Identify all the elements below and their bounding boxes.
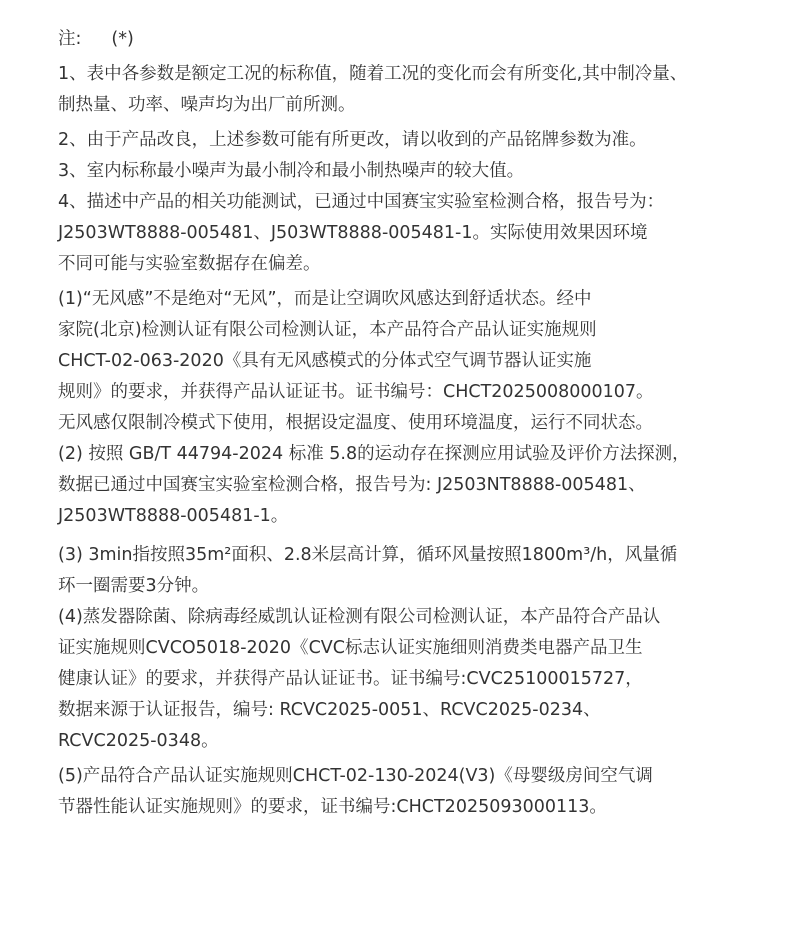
note-1-line-2: 制热量、功率、噪声均为出厂前所测。 (58, 95, 356, 115)
item-1-line-1: (1)“无风感”不是绝对“无风”，而是让空调吹风感达到舒适状态。经中 (58, 289, 592, 309)
note-3: 3、室内标称最小噪声为最小制冷和最小制热噪声的较大值。 (58, 161, 525, 181)
item-3-line-1: (3) 3min指按照35m²面积、2.8米层高计算，循环风量按照1800m³/h，风量循 (58, 545, 678, 565)
item-5-line-2: 节器性能认证实施规则》的要求，证书编号:CHCT2025093000113。 (58, 797, 607, 817)
note-2: 2、由于产品改良，上述参数可能有所更改，请以收到的产品铭牌参数为准。 (58, 130, 647, 150)
item-2-line-2: 数据已通过中国赛宝实验室检测合格，报告号为: J2503NT8888-005481、 (58, 475, 646, 495)
item-2-line-3: J2503WT8888-005481-1。 (58, 506, 289, 526)
item-4-line-4: 数据来源于认证报告，编号: RCVC2025-0051、RCVC2025-0234、 (58, 700, 601, 720)
item-4-line-5: RCVC2025-0348。 (58, 731, 219, 751)
note-header (58, 24, 772, 55)
note-label: 注: (58, 29, 82, 49)
note-4-line-3: 不同可能与实验室数据存在偏差。 (58, 254, 321, 274)
note-1-line-1: 1、表中各参数是额定工况的标称值，随着工况的变化而会有所变化,其中制冷量、 (58, 64, 688, 84)
note-4-line-2: J2503WT8888-005481、J503WT8888-005481-1。实际使用效果因环境 (58, 223, 648, 243)
note-mark: (*) (111, 29, 134, 49)
item-4-line-3: 健康认证》的要求，并获得产品认证证书。证书编号:CVC25100015727， (58, 669, 643, 689)
item-4-line-1: (4)蒸发器除菌、除病毒经威凯认证检测有限公司检测认证，本产品符合产品认 (58, 607, 661, 627)
item-3-line-2: 环一圈需要3分钟。 (58, 576, 210, 596)
item-1-line-5: 无风感仅限制冷模式下使用，根据设定温度、使用环境温度，运行不同状态。 (58, 413, 653, 433)
item-5-line-1: (5)产品符合产品认证实施规则CHCT-02-130-2024(V3)《母婴级房间空气调 (58, 766, 653, 786)
note-4-line-1: 4、描述中产品的相关功能测试，已通过中国赛宝实验室检测合格，报告号为： (58, 192, 665, 212)
item-1-line-3: CHCT-02-063-2020《具有无风感模式的分体式空气调节器认证实施 (58, 351, 592, 371)
item-1-line-4: 规则》的要求，并获得产品认证证书。证书编号：CHCT2025008000107。 (58, 382, 654, 402)
item-2-line-1: (2) 按照 GB/T 44794-2024 标准 5.8的运动存在探测应用试验及评价方法探测， (58, 444, 690, 464)
item-4-line-2: 证实施规则CVCO5018-2020《CVC标志认证实施细则消费类电器产品卫生 (58, 638, 643, 658)
item-1-line-2: 家院(北京)检测认证有限公司检测认证，本产品符合产品认证实施规则 (58, 320, 597, 340)
